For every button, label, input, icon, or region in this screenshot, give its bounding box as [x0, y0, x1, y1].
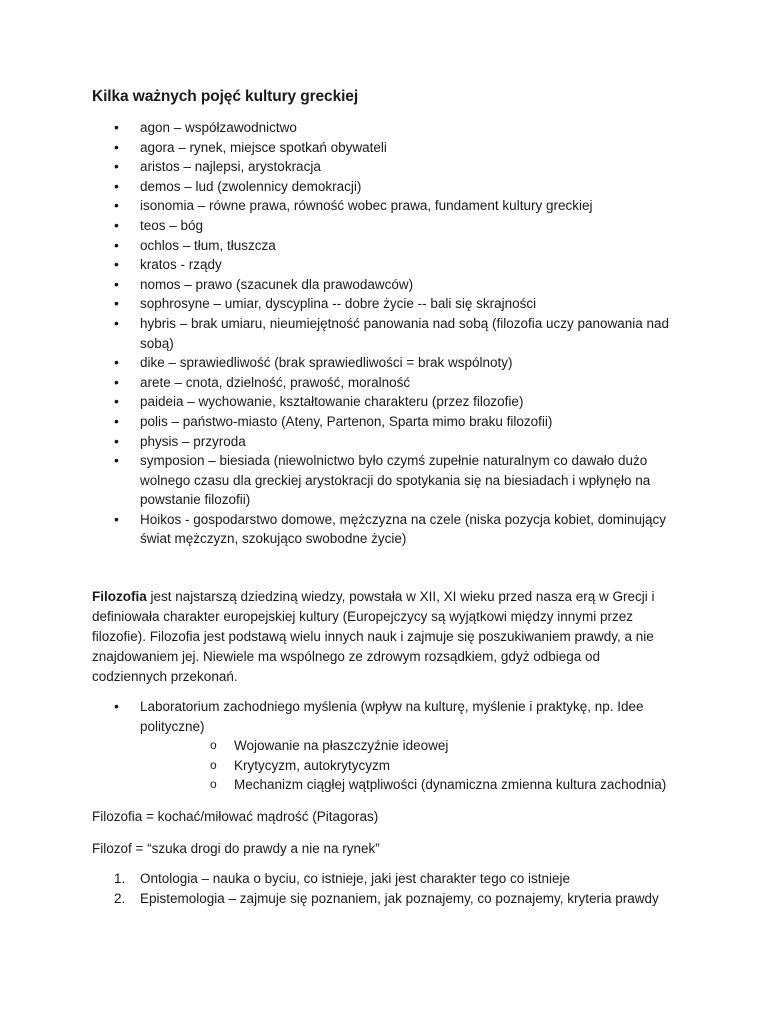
document-title: Kilka ważnych pojęć kultury greckiej: [92, 88, 359, 105]
list-item: [92, 889, 678, 909]
list-item: • symposion – biesiada (niewolnictwo było czymś zupełnie naturalnym co dawało dużo wolnego czasu dla greckiej arystokracji do spotykania się na biesiadach i wpłynęło na powstanie filozofii): [92, 451, 678, 510]
list-item: • agon – współzawodnictwo: [92, 118, 678, 138]
list-item: • hybris – brak umiaru, nieumiejętność panowania nad sobą (filozofia uczy panowania nad sobą): [92, 314, 678, 353]
list-item: • nomos – prawo (szacunek dla prawodawców): [92, 275, 678, 295]
numbered-list: [92, 869, 678, 908]
list-item: • arete – cnota, dzielność, prawość, moralność: [92, 373, 678, 393]
list-item: [92, 697, 678, 795]
list-item: • aristos – najlepsi, arystokracja: [92, 157, 678, 177]
quote-line: Filozof = “szuka drogi do prawdy a nie na rynek”: [92, 841, 380, 857]
list-item: • ochlos – tłum, tłuszcza: [92, 236, 678, 256]
list-item-text: Epistemologia – zajmuje się poznaniem, jak poznajemy, co poznajemy, kryteria prawdy: [140, 890, 659, 906]
definition-line: Filozofia = kochać/miłować mądrość (Pitagoras): [92, 809, 379, 825]
list-item-text: Ontologia – nauka o byciu, co istnieje, jaki jest charakter tego co istnieje: [140, 871, 570, 887]
laboratory-label: Laboratorium zachodniego myślenia (wpływ na kulturę, myślenie i praktykę, np. Idee polityczne): [140, 699, 644, 734]
list-item: • polis – państwo-miasto (Ateny, Partenon, Sparta mimo braku filozofii): [92, 412, 678, 432]
list-item: • teos – bóg: [92, 216, 678, 236]
philosophy-paragraph: [92, 587, 678, 687]
laboratory-sublist: [140, 736, 678, 795]
list-item: • physis – przyroda: [92, 432, 678, 452]
terms-list: [92, 118, 678, 549]
list-item: • isonomia – równe prawa, równość wobec prawa, fundament kultury greckiej: [92, 196, 678, 216]
sub-list-item: o Mechanizm ciągłej wątpliwości (dynamiczna zmienna kultura zachodnia): [140, 775, 678, 795]
list-number: 1.: [114, 871, 126, 887]
list-item: • paideia – wychowanie, kształtowanie charakteru (przez filozofie): [92, 392, 678, 412]
paragraph-text: jest najstarszą dziedziną wiedzy, powstała w XII, XI wieku przed nasza erą w Grecji i definiowała charakter europejskiej kultury (Europejczycy są wyjątkowi między innymi przez filozofie). Filozofia jest podstawą wielu innych nauk i zajmuje się poszukiwaniem prawdy, a nie znajdowaniem jej. Niewiele ma wspólnego ze zdrowym rozsądkiem, gdyż odbiega od codziennych przekonań.: [92, 589, 655, 685]
sub-list-item: o Krytycyzm, autokrytycyzm: [140, 756, 678, 776]
list-item: • kratos - rządy: [92, 255, 678, 275]
sub-list-item: o Wojowanie na płaszczyźnie ideowej: [140, 736, 678, 756]
list-number: 2.: [114, 890, 126, 906]
list-item: • agora – rynek, miejsce spotkań obywateli: [92, 138, 678, 158]
list-item: • sophrosyne – umiar, dyscyplina -- dobre życie -- bali się skrajności: [92, 294, 678, 314]
list-item: • Hoikos - gospodarstwo domowe, mężczyzna na czele (niska pozycja kobiet, dominujący świat mężczyzn, szokująco swobodne życie): [92, 510, 678, 549]
paragraph-lead: Filozofia: [92, 589, 147, 605]
list-item: • demos – lud (zwolennicy demokracji): [92, 177, 678, 197]
list-item: • dike – sprawiedliwość (brak sprawiedliwości = brak wspólnoty): [92, 353, 678, 373]
laboratory-list: [92, 697, 678, 795]
list-item: [92, 869, 678, 889]
